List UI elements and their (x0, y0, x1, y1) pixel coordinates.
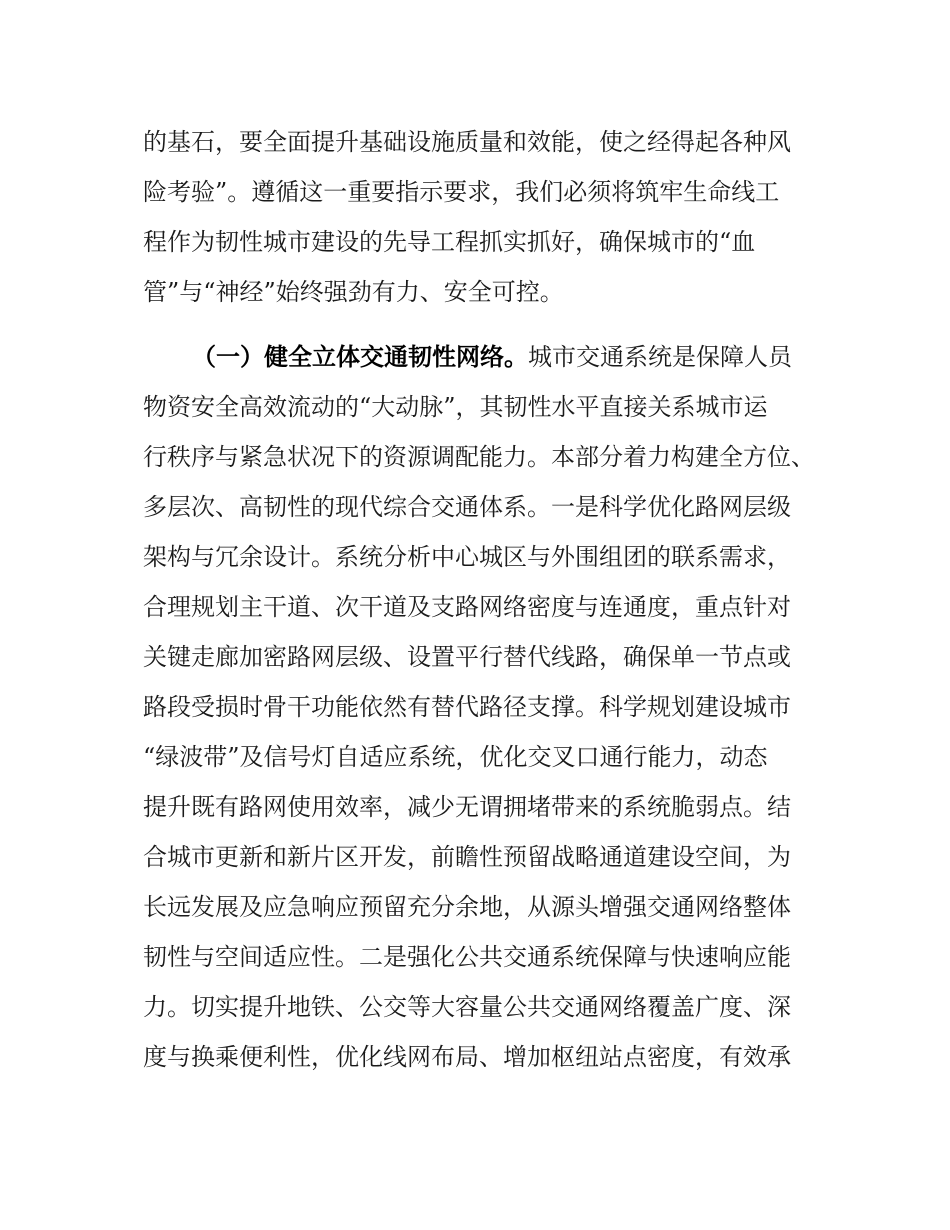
paragraph-2-line-14: 力。切实提升地铁、公交等大容量公共交通网络覆盖广度、深 (143, 993, 791, 1021)
paragraph-2-line-15: 度与换乘便利性，优化线网布局、增加枢纽站点密度，有效承 (143, 1043, 791, 1071)
paragraph-2-line-13: 韧性与空间适应性。二是强化公共交通系统保障与快速响应能 (143, 943, 791, 971)
paragraph-2-line-2: 物资安全高效流动的“大动脉”，其韧性水平直接关系城市运 (143, 393, 768, 421)
paragraph-2-line-5: 架构与冗余设计。系统分析中心城区与外围组团的联系需求， (143, 543, 791, 571)
paragraph-1-line-3: 程作为韧性城市建设的先导工程抓实抓好，确保城市的“血 (143, 228, 756, 256)
section-heading: （一）健全立体交通韧性网络。 (192, 343, 528, 371)
paragraph-2-line-9: “绿波带”及信号灯自适应系统，优化交叉口通行能力，动态 (143, 743, 768, 771)
paragraph-1-line-2: 险考验”。遵循这一重要指示要求，我们必须将筑牢生命线工 (143, 178, 780, 206)
paragraph-2-line-1 (192, 342, 792, 372)
paragraph-2-line-6: 合理规划主干道、次干道及支路网络密度与连通度，重点针对 (143, 593, 791, 621)
paragraph-2-line-8: 路段受损时骨干功能依然有替代路径支撑。科学规划建设城市 (143, 693, 791, 721)
paragraph-2-line-11: 合城市更新和新片区开发，前瞻性预留战略通道建设空间，为 (143, 843, 791, 871)
paragraph-2-line-3: 行秩序与紧急状况下的资源调配能力。本部分着力构建全方位、 (143, 443, 815, 471)
paragraph-1-line-4: 管”与“神经”始终强劲有力、安全可控。 (143, 278, 564, 306)
paragraph-2-line-10: 提升既有路网使用效率，减少无谓拥堵带来的系统脆弱点。结 (143, 793, 791, 821)
paragraph-2-line-1-text: 城市交通系统是保障人员 (528, 343, 792, 371)
paragraph-2-line-4: 多层次、高韧性的现代综合交通体系。一是科学优化路网层级 (143, 493, 791, 521)
paragraph-1-line-1: 的基石，要全面提升基础设施质量和效能，使之经得起各种风 (143, 128, 791, 156)
paragraph-2-line-12: 长远发展及应急响应预留充分余地，从源头增强交通网络整体 (143, 893, 791, 921)
paragraph-2-line-7: 关键走廊加密路网层级、设置平行替代线路，确保单一节点或 (143, 643, 791, 671)
